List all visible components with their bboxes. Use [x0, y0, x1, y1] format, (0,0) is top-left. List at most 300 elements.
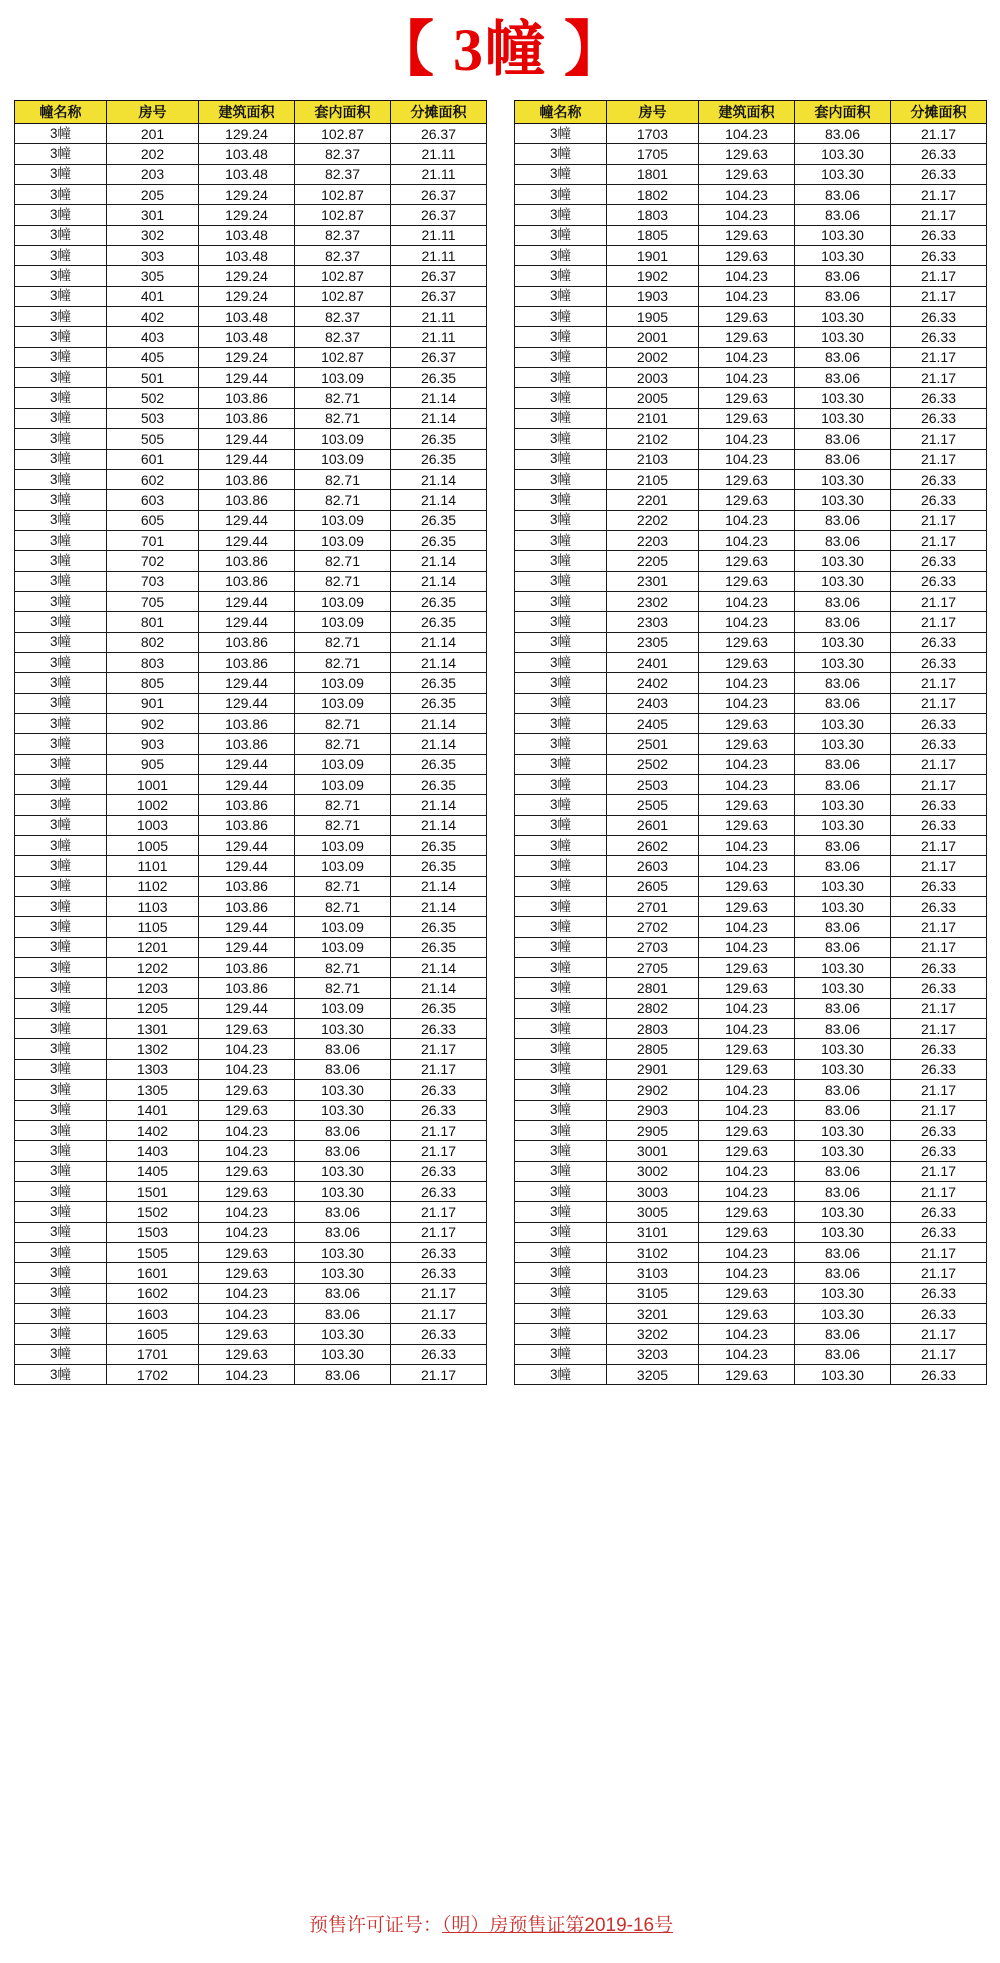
table-row	[15, 856, 487, 876]
cell-inner-area: 83.06	[795, 612, 891, 632]
cell-room-number: 505	[107, 429, 199, 449]
table-row	[15, 917, 487, 937]
cell-shared-area: 26.35	[391, 775, 487, 795]
cell-shared-area: 21.17	[891, 836, 987, 856]
table-row	[515, 571, 987, 591]
cell-inner-area: 103.30	[795, 1222, 891, 1242]
cell-shared-area: 21.17	[891, 1263, 987, 1283]
cell-building-name: 3幢	[515, 164, 607, 184]
cell-building-name: 3幢	[15, 1181, 107, 1201]
table-row	[515, 307, 987, 327]
cell-inner-area: 83.06	[295, 1283, 391, 1303]
cell-building-area: 129.63	[699, 164, 795, 184]
cell-building-name: 3幢	[15, 225, 107, 245]
cell-building-name: 3幢	[515, 673, 607, 693]
cell-building-name: 3幢	[515, 1202, 607, 1222]
cell-building-name: 3幢	[515, 917, 607, 937]
cell-building-name: 3幢	[15, 571, 107, 591]
cell-room-number: 1905	[607, 307, 699, 327]
table-row	[15, 632, 487, 652]
cell-room-number: 2703	[607, 937, 699, 957]
cell-room-number: 2302	[607, 591, 699, 611]
cell-room-number: 1303	[107, 1059, 199, 1079]
cell-inner-area: 82.37	[295, 307, 391, 327]
cell-room-number: 2505	[607, 795, 699, 815]
cell-shared-area: 26.35	[391, 937, 487, 957]
cell-room-number: 3005	[607, 1202, 699, 1222]
cell-building-name: 3幢	[515, 713, 607, 733]
cell-building-area: 129.63	[699, 551, 795, 571]
cell-inner-area: 103.30	[295, 1161, 391, 1181]
cell-room-number: 3103	[607, 1263, 699, 1283]
table-row	[15, 652, 487, 672]
table-row	[515, 1120, 987, 1140]
cell-building-name: 3幢	[15, 1324, 107, 1344]
cell-room-number: 303	[107, 246, 199, 266]
cell-room-number: 2701	[607, 897, 699, 917]
cell-inner-area: 83.06	[295, 1303, 391, 1323]
cell-inner-area: 83.06	[295, 1120, 391, 1140]
cell-room-number: 1002	[107, 795, 199, 815]
cell-building-name: 3幢	[515, 1242, 607, 1262]
cell-building-name: 3幢	[515, 591, 607, 611]
table-row	[15, 449, 487, 469]
cell-room-number: 1702	[107, 1364, 199, 1384]
cell-building-area: 104.23	[699, 368, 795, 388]
table-row	[15, 1303, 487, 1323]
cell-room-number: 2303	[607, 612, 699, 632]
cell-inner-area: 83.06	[795, 1263, 891, 1283]
cell-building-area: 129.44	[199, 937, 295, 957]
cell-shared-area: 21.14	[391, 388, 487, 408]
cell-shared-area: 21.17	[891, 530, 987, 550]
cell-shared-area: 21.17	[391, 1120, 487, 1140]
cell-building-name: 3幢	[515, 856, 607, 876]
cell-building-name: 3幢	[515, 205, 607, 225]
table-row	[515, 1283, 987, 1303]
cell-building-area: 129.44	[199, 917, 295, 937]
cell-building-area: 104.23	[199, 1202, 295, 1222]
cell-inner-area: 82.71	[295, 713, 391, 733]
table-row	[515, 591, 987, 611]
cell-shared-area: 21.11	[391, 327, 487, 347]
cell-building-name: 3幢	[15, 1202, 107, 1222]
cell-inner-area: 83.06	[795, 673, 891, 693]
cell-inner-area: 103.30	[295, 1242, 391, 1262]
cell-inner-area: 103.30	[295, 1181, 391, 1201]
cell-building-name: 3幢	[15, 530, 107, 550]
cell-shared-area: 26.33	[891, 1222, 987, 1242]
cell-inner-area: 83.06	[795, 1161, 891, 1181]
cell-building-area: 129.63	[699, 713, 795, 733]
cell-inner-area: 83.06	[795, 510, 891, 530]
cell-room-number: 405	[107, 347, 199, 367]
cell-room-number: 3101	[607, 1222, 699, 1242]
cell-room-number: 2503	[607, 775, 699, 795]
table-row	[15, 1100, 487, 1120]
cell-inner-area: 103.30	[295, 1100, 391, 1120]
cell-room-number: 1803	[607, 205, 699, 225]
cell-building-area: 104.23	[699, 673, 795, 693]
col-header-building-area: 建筑面积	[699, 101, 795, 124]
cell-inner-area: 103.30	[795, 1039, 891, 1059]
cell-inner-area: 102.87	[295, 124, 391, 144]
cell-building-name: 3幢	[15, 1100, 107, 1120]
cell-inner-area: 103.30	[795, 246, 891, 266]
cell-inner-area: 83.06	[795, 205, 891, 225]
table-row	[15, 1120, 487, 1140]
cell-building-name: 3幢	[15, 1019, 107, 1039]
cell-building-area: 129.44	[199, 693, 295, 713]
cell-building-area: 104.23	[699, 1080, 795, 1100]
cell-inner-area: 103.30	[795, 1120, 891, 1140]
table-row	[15, 469, 487, 489]
cell-building-name: 3幢	[515, 754, 607, 774]
table-row	[15, 998, 487, 1018]
cell-room-number: 301	[107, 205, 199, 225]
cell-room-number: 801	[107, 612, 199, 632]
table-row	[15, 897, 487, 917]
cell-building-name: 3幢	[515, 1019, 607, 1039]
cell-shared-area: 21.17	[391, 1364, 487, 1384]
cell-room-number: 2702	[607, 917, 699, 937]
cell-room-number: 2403	[607, 693, 699, 713]
cell-building-area: 103.86	[199, 734, 295, 754]
table-row	[15, 1344, 487, 1364]
cell-inner-area: 103.30	[795, 144, 891, 164]
col-header-inner-area: 套内面积	[295, 101, 391, 124]
cell-building-name: 3幢	[515, 551, 607, 571]
cell-room-number: 1603	[107, 1303, 199, 1323]
table-row	[15, 978, 487, 998]
cell-shared-area: 21.17	[891, 673, 987, 693]
cell-shared-area: 26.35	[391, 856, 487, 876]
cell-inner-area: 83.06	[795, 266, 891, 286]
cell-building-area: 103.86	[199, 978, 295, 998]
cell-shared-area: 26.33	[891, 632, 987, 652]
cell-room-number: 605	[107, 510, 199, 530]
cell-room-number: 2501	[607, 734, 699, 754]
table-row	[515, 612, 987, 632]
cell-shared-area: 21.17	[891, 347, 987, 367]
cell-inner-area: 103.30	[295, 1019, 391, 1039]
table-row	[515, 754, 987, 774]
cell-shared-area: 21.14	[391, 469, 487, 489]
cell-building-name: 3幢	[515, 571, 607, 591]
cell-inner-area: 83.06	[795, 998, 891, 1018]
table-row	[515, 1242, 987, 1262]
table-row	[515, 124, 987, 144]
table-row	[15, 713, 487, 733]
cell-building-name: 3幢	[515, 836, 607, 856]
cell-building-area: 129.63	[699, 1120, 795, 1140]
cell-room-number: 2101	[607, 408, 699, 428]
cell-room-number: 2205	[607, 551, 699, 571]
cell-building-area: 129.63	[699, 1059, 795, 1079]
cell-room-number: 702	[107, 551, 199, 571]
table-row	[515, 734, 987, 754]
table-row	[15, 1019, 487, 1039]
cell-building-area: 129.44	[199, 673, 295, 693]
cell-shared-area: 26.33	[391, 1344, 487, 1364]
table-row	[15, 1283, 487, 1303]
cell-inner-area: 102.87	[295, 205, 391, 225]
cell-inner-area: 82.71	[295, 571, 391, 591]
cell-building-name: 3幢	[515, 958, 607, 978]
cell-building-name: 3幢	[515, 775, 607, 795]
table-row	[15, 1242, 487, 1262]
cell-shared-area: 26.33	[391, 1242, 487, 1262]
table-row	[515, 368, 987, 388]
cell-shared-area: 21.17	[391, 1303, 487, 1323]
cell-room-number: 1301	[107, 1019, 199, 1039]
cell-room-number: 3201	[607, 1303, 699, 1323]
cell-room-number: 805	[107, 673, 199, 693]
cell-building-name: 3幢	[515, 978, 607, 998]
cell-room-number: 1102	[107, 876, 199, 896]
cell-building-name: 3幢	[515, 1039, 607, 1059]
cell-building-area: 104.23	[199, 1222, 295, 1242]
cell-inner-area: 103.09	[295, 836, 391, 856]
table-row	[515, 1039, 987, 1059]
cell-building-area: 104.23	[699, 836, 795, 856]
cell-inner-area: 103.09	[295, 510, 391, 530]
cell-inner-area: 102.87	[295, 286, 391, 306]
cell-shared-area: 21.17	[891, 1181, 987, 1201]
cell-shared-area: 21.14	[391, 652, 487, 672]
cell-room-number: 1501	[107, 1181, 199, 1201]
right-table-head	[515, 101, 987, 124]
table-row	[15, 1080, 487, 1100]
table-row	[15, 734, 487, 754]
table-row	[15, 368, 487, 388]
cell-room-number: 1403	[107, 1141, 199, 1161]
cell-inner-area: 103.30	[795, 795, 891, 815]
cell-shared-area: 26.35	[391, 449, 487, 469]
cell-inner-area: 103.30	[795, 551, 891, 571]
cell-building-area: 103.86	[199, 815, 295, 835]
cell-building-area: 104.23	[199, 1120, 295, 1140]
cell-inner-area: 82.71	[295, 408, 391, 428]
cell-inner-area: 83.06	[795, 937, 891, 957]
cell-building-name: 3幢	[515, 1181, 607, 1201]
cell-building-name: 3幢	[15, 388, 107, 408]
cell-building-name: 3幢	[15, 612, 107, 632]
cell-shared-area: 21.11	[391, 225, 487, 245]
table-row	[15, 693, 487, 713]
cell-building-area: 103.48	[199, 246, 295, 266]
cell-building-name: 3幢	[15, 693, 107, 713]
cell-room-number: 1802	[607, 185, 699, 205]
left-table-body	[15, 124, 487, 1385]
cell-building-area: 129.44	[199, 856, 295, 876]
cell-building-area: 104.23	[699, 775, 795, 795]
presale-permit-line	[309, 1913, 673, 1939]
cell-shared-area: 26.33	[891, 1283, 987, 1303]
cell-building-name: 3幢	[515, 124, 607, 144]
cell-room-number: 2305	[607, 632, 699, 652]
table-row	[515, 1161, 987, 1181]
cell-building-name: 3幢	[15, 1263, 107, 1283]
cell-shared-area: 21.11	[391, 307, 487, 327]
cell-shared-area: 21.14	[391, 978, 487, 998]
cell-inner-area: 83.06	[795, 1324, 891, 1344]
cell-building-area: 104.23	[699, 1263, 795, 1283]
cell-inner-area: 82.37	[295, 164, 391, 184]
cell-inner-area: 83.06	[795, 429, 891, 449]
cell-building-area: 104.23	[699, 612, 795, 632]
table-row	[15, 408, 487, 428]
cell-inner-area: 103.30	[795, 225, 891, 245]
cell-building-name: 3幢	[515, 469, 607, 489]
cell-building-area: 129.63	[699, 632, 795, 652]
cell-room-number: 1003	[107, 815, 199, 835]
cell-building-area: 104.23	[699, 937, 795, 957]
presale-permit-label: 预售许可证号：	[308, 1915, 442, 1936]
table-row	[515, 388, 987, 408]
cell-building-area: 104.23	[699, 1181, 795, 1201]
cell-shared-area: 21.17	[391, 1059, 487, 1079]
cell-shared-area: 26.33	[891, 469, 987, 489]
cell-room-number: 1203	[107, 978, 199, 998]
table-row	[515, 856, 987, 876]
cell-inner-area: 83.06	[795, 1181, 891, 1201]
cell-building-area: 103.86	[199, 632, 295, 652]
cell-building-name: 3幢	[15, 429, 107, 449]
cell-shared-area: 21.17	[891, 368, 987, 388]
cell-shared-area: 26.35	[391, 836, 487, 856]
right-table-body	[515, 124, 987, 1385]
cell-room-number: 1405	[107, 1161, 199, 1181]
cell-building-name: 3幢	[15, 266, 107, 286]
cell-room-number: 1705	[607, 144, 699, 164]
table-row	[15, 490, 487, 510]
cell-building-area: 104.23	[699, 856, 795, 876]
col-header-shared-area: 分摊面积	[891, 101, 987, 124]
cell-building-area: 104.23	[199, 1283, 295, 1303]
cell-shared-area: 26.33	[891, 307, 987, 327]
cell-shared-area: 21.17	[891, 917, 987, 937]
tables-container	[0, 100, 1000, 1385]
table-row	[15, 876, 487, 896]
cell-building-area: 129.63	[699, 958, 795, 978]
cell-room-number: 602	[107, 469, 199, 489]
cell-inner-area: 83.06	[295, 1222, 391, 1242]
cell-room-number: 502	[107, 388, 199, 408]
cell-room-number: 2401	[607, 652, 699, 672]
cell-building-area: 103.48	[199, 225, 295, 245]
cell-building-area: 129.63	[699, 978, 795, 998]
cell-room-number: 2802	[607, 998, 699, 1018]
cell-building-area: 129.63	[199, 1100, 295, 1120]
cell-inner-area: 82.37	[295, 246, 391, 266]
table-row	[515, 673, 987, 693]
cell-building-area: 104.23	[699, 266, 795, 286]
cell-room-number: 901	[107, 693, 199, 713]
table-row	[515, 530, 987, 550]
cell-shared-area: 26.33	[891, 815, 987, 835]
cell-shared-area: 21.11	[391, 246, 487, 266]
cell-building-name: 3幢	[15, 449, 107, 469]
table-row	[515, 1344, 987, 1364]
cell-building-name: 3幢	[515, 225, 607, 245]
table-row	[515, 937, 987, 957]
cell-shared-area: 26.33	[391, 1181, 487, 1201]
cell-inner-area: 103.30	[795, 815, 891, 835]
cell-building-name: 3幢	[515, 246, 607, 266]
cell-inner-area: 103.30	[795, 1364, 891, 1384]
cell-building-area: 104.23	[199, 1303, 295, 1323]
cell-building-area: 129.63	[699, 1283, 795, 1303]
cell-shared-area: 26.33	[891, 652, 987, 672]
cell-inner-area: 82.71	[295, 897, 391, 917]
cell-building-area: 104.23	[699, 1242, 795, 1262]
cell-inner-area: 103.30	[795, 1141, 891, 1161]
cell-room-number: 302	[107, 225, 199, 245]
cell-inner-area: 103.09	[295, 693, 391, 713]
table-row	[15, 1039, 487, 1059]
cell-shared-area: 26.35	[391, 917, 487, 937]
cell-shared-area: 21.17	[391, 1222, 487, 1242]
table-row	[515, 693, 987, 713]
table-row	[15, 775, 487, 795]
table-row	[515, 551, 987, 571]
table-row	[15, 836, 487, 856]
cell-building-name: 3幢	[515, 1141, 607, 1161]
col-header-room-number: 房号	[107, 101, 199, 124]
table-row	[15, 673, 487, 693]
cell-building-name: 3幢	[15, 795, 107, 815]
cell-building-area: 104.23	[199, 1364, 295, 1384]
cell-shared-area: 26.33	[891, 571, 987, 591]
left-table-header-row	[15, 101, 487, 124]
cell-room-number: 3202	[607, 1324, 699, 1344]
cell-building-name: 3幢	[15, 1364, 107, 1384]
table-row	[515, 1141, 987, 1161]
cell-shared-area: 21.14	[391, 713, 487, 733]
cell-building-area: 104.23	[699, 347, 795, 367]
cell-inner-area: 103.30	[795, 978, 891, 998]
cell-inner-area: 83.06	[795, 347, 891, 367]
cell-room-number: 1602	[107, 1283, 199, 1303]
cell-shared-area: 21.14	[391, 408, 487, 428]
cell-building-area: 104.23	[199, 1039, 295, 1059]
cell-shared-area: 26.35	[391, 754, 487, 774]
cell-inner-area: 83.06	[295, 1039, 391, 1059]
table-row	[515, 449, 987, 469]
cell-room-number: 3105	[607, 1283, 699, 1303]
cell-room-number: 305	[107, 266, 199, 286]
cell-building-name: 3幢	[15, 1141, 107, 1161]
cell-building-name: 3幢	[515, 490, 607, 510]
cell-room-number: 3203	[607, 1344, 699, 1364]
cell-building-name: 3幢	[515, 347, 607, 367]
cell-shared-area: 26.37	[391, 205, 487, 225]
cell-building-area: 104.23	[699, 917, 795, 937]
cell-building-name: 3幢	[15, 591, 107, 611]
cell-inner-area: 82.71	[295, 815, 391, 835]
cell-room-number: 1302	[107, 1039, 199, 1059]
cell-inner-area: 83.06	[795, 124, 891, 144]
table-row	[515, 286, 987, 306]
cell-room-number: 3102	[607, 1242, 699, 1262]
cell-shared-area: 21.14	[391, 795, 487, 815]
table-row	[515, 1324, 987, 1344]
cell-shared-area: 21.17	[891, 856, 987, 876]
cell-inner-area: 83.06	[795, 775, 891, 795]
cell-building-name: 3幢	[15, 368, 107, 388]
table-row	[15, 571, 487, 591]
